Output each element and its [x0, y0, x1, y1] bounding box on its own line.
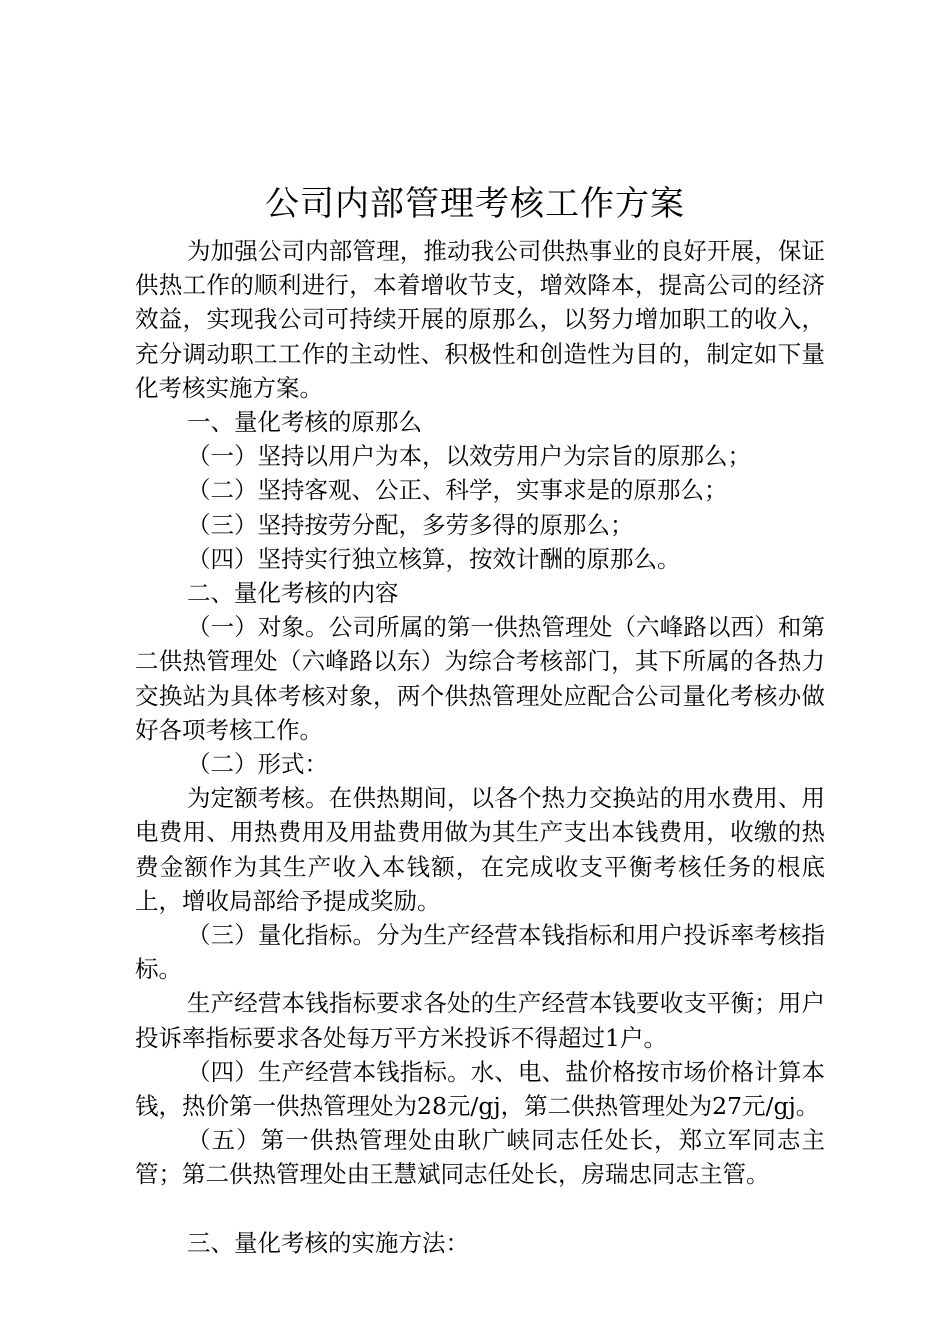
- content-item-management: （五）第一供热管理处由耿广峡同志任处长，郑立军同志主管；第二供热管理处由王慧斌同志任处长，房瑞忠同志主管。: [135, 1126, 825, 1189]
- document-body: [135, 234, 825, 1260]
- section-heading-methods: 三、量化考核的实施方法：: [187, 1228, 469, 1257]
- section-heading-principles: 一、量化考核的原那么: [187, 408, 422, 437]
- principle-item-3: （三）坚持按劳分配，多劳多得的原那么；: [187, 510, 634, 539]
- content-item-object: （一）对象。公司所属的第一供热管理处（六峰路以西）和第二供热管理处（六峰路以东）为综合考核部门，其下所属的各热力交换站为具体考核对象，两个供热管理处应配合公司量化考核办做好各项考核工作。: [135, 613, 825, 744]
- document-title: 公司内部管理考核工作方案: [265, 184, 685, 224]
- principle-item-4: （四）坚持实行独立核算，按效计酬的原那么。: [187, 544, 681, 573]
- content-item-indicators: （三）量化指标。分为生产经营本钱指标和用户投诉率考核指标。: [135, 921, 825, 984]
- principle-item-1: （一）坚持以用户为本，以效劳用户为宗旨的原那么；: [187, 442, 751, 471]
- content-item-indicator-details: 生产经营本钱指标要求各处的生产经营本钱要收支平衡；用户投诉率指标要求各处每万平方米投诉不得超过1户。: [135, 989, 825, 1052]
- section-heading-content: 二、量化考核的内容: [187, 579, 399, 608]
- intro-paragraph: 为加强公司内部管理，推动我公司供热事业的良好开展，保证供热工作的顺利进行，本着增收节支，增效降本，提高公司的经济效益，实现我公司可持续开展的原那么，以努力增加职工的收入，充分调动职工工作的主动性、积极性和创造性为目的，制定如下量化考核实施方案。: [135, 237, 825, 402]
- content-item-cost-indicators: （四）生产经营本钱指标。水、电、盐价格按市场价格计算本钱，热价第一供热管理处为28元/gj，第二供热管理处为27元/gj。: [135, 1057, 825, 1121]
- principle-item-2: （二）坚持客观、公正、科学，实事求是的原那么；: [187, 476, 728, 505]
- content-item-form-text: 为定额考核。在供热期间，以各个热力交换站的用水费用、用电费用、用热费用及用盐费用做为其生产支出本钱费用，收缴的热费金额作为其生产收入本钱额，在完成收支平衡考核任务的根底上，增收局部给予提成奖励。: [135, 784, 825, 915]
- content-item-form-heading: （二）形式：: [187, 750, 328, 779]
